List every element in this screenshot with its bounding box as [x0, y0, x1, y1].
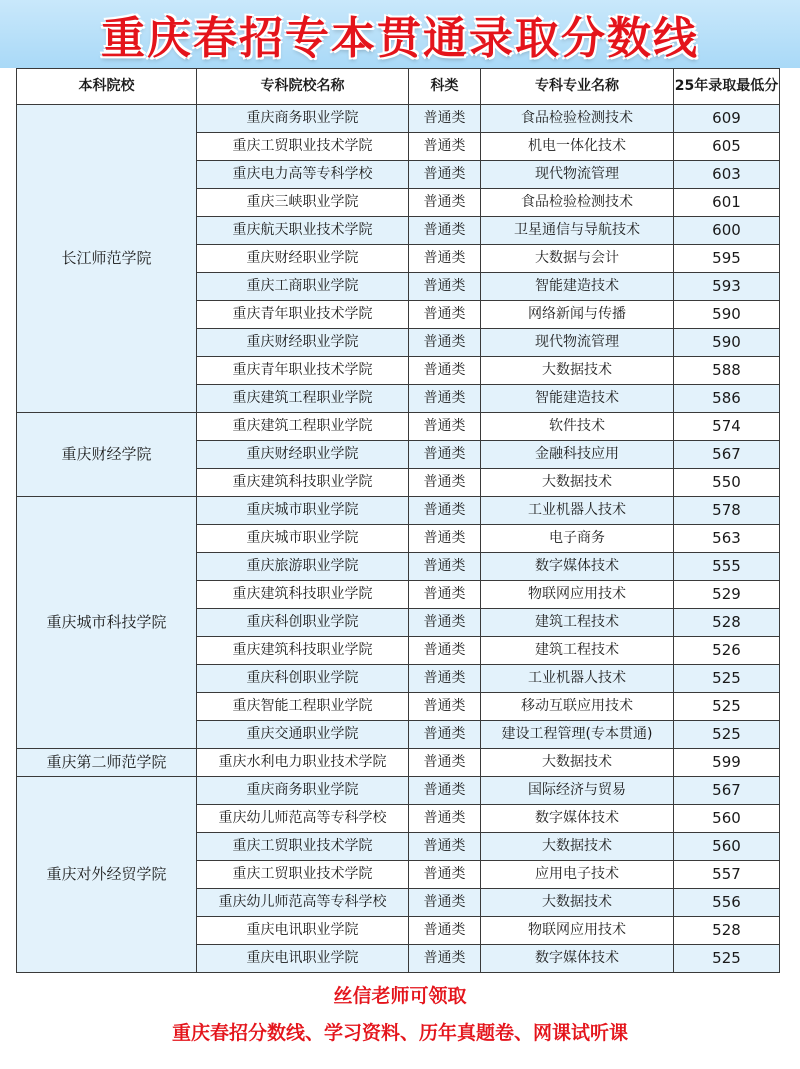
title-banner — [0, 0, 800, 68]
score-cell: 595 — [674, 245, 780, 273]
college-cell: 重庆工商职业学院 — [197, 273, 409, 301]
college-cell: 重庆建筑工程职业学院 — [197, 385, 409, 413]
score-cell: 605 — [674, 133, 780, 161]
major-cell: 建筑工程技术 — [481, 609, 674, 637]
category-cell: 普通类 — [409, 105, 481, 133]
major-cell: 大数据技术 — [481, 833, 674, 861]
score-cell: 560 — [674, 805, 780, 833]
major-cell: 大数据技术 — [481, 889, 674, 917]
college-cell: 重庆工贸职业技术学院 — [197, 861, 409, 889]
score-cell: 588 — [674, 357, 780, 385]
college-cell: 重庆城市职业学院 — [197, 497, 409, 525]
score-cell: 590 — [674, 329, 780, 357]
score-cell: 550 — [674, 469, 780, 497]
college-cell: 重庆交通职业学院 — [197, 721, 409, 749]
category-cell: 普通类 — [409, 637, 481, 665]
score-cell: 601 — [674, 189, 780, 217]
college-cell: 重庆智能工程职业学院 — [197, 693, 409, 721]
major-cell: 软件技术 — [481, 413, 674, 441]
score-cell: 590 — [674, 301, 780, 329]
major-cell: 智能建造技术 — [481, 385, 674, 413]
major-cell: 应用电子技术 — [481, 861, 674, 889]
category-cell: 普通类 — [409, 609, 481, 637]
college-cell: 重庆电讯职业学院 — [197, 945, 409, 973]
college-cell: 重庆商务职业学院 — [197, 777, 409, 805]
college-cell: 重庆水利电力职业技术学院 — [197, 749, 409, 777]
major-cell: 智能建造技术 — [481, 273, 674, 301]
college-cell: 重庆科创职业学院 — [197, 609, 409, 637]
college-cell: 重庆幼儿师范高等专科学校 — [197, 889, 409, 917]
score-cell: 526 — [674, 637, 780, 665]
page-title: 重庆春招专本贯通录取分数线 — [101, 13, 699, 64]
major-cell: 工业机器人技术 — [481, 497, 674, 525]
header-college: 专科院校名称 — [197, 69, 409, 105]
major-cell: 机电一体化技术 — [481, 133, 674, 161]
major-cell: 电子商务 — [481, 525, 674, 553]
category-cell: 普通类 — [409, 833, 481, 861]
category-cell: 普通类 — [409, 245, 481, 273]
major-cell: 大数据技术 — [481, 749, 674, 777]
university-cell: 重庆城市科技学院 — [17, 497, 197, 749]
score-cell: 600 — [674, 217, 780, 245]
college-cell: 重庆青年职业技术学院 — [197, 357, 409, 385]
major-cell: 现代物流管理 — [481, 161, 674, 189]
category-cell: 普通类 — [409, 889, 481, 917]
score-table — [16, 68, 780, 973]
college-cell: 重庆科创职业学院 — [197, 665, 409, 693]
university-cell: 重庆财经学院 — [17, 413, 197, 497]
score-cell: 603 — [674, 161, 780, 189]
score-cell: 555 — [674, 553, 780, 581]
score-cell: 586 — [674, 385, 780, 413]
category-cell: 普通类 — [409, 273, 481, 301]
major-cell: 大数据技术 — [481, 469, 674, 497]
score-cell: 529 — [674, 581, 780, 609]
score-cell: 567 — [674, 777, 780, 805]
category-cell: 普通类 — [409, 805, 481, 833]
category-cell: 普通类 — [409, 553, 481, 581]
header-min-score: 25年录取最低分 — [674, 69, 780, 105]
footer-line-1: 丝信老师可领取 — [333, 985, 467, 1007]
category-cell: 普通类 — [409, 693, 481, 721]
score-cell: 593 — [674, 273, 780, 301]
footer-promo — [0, 978, 800, 1052]
college-cell: 重庆工贸职业技术学院 — [197, 133, 409, 161]
major-cell: 食品检验检测技术 — [481, 189, 674, 217]
category-cell: 普通类 — [409, 749, 481, 777]
score-cell: 563 — [674, 525, 780, 553]
college-cell: 重庆城市职业学院 — [197, 525, 409, 553]
college-cell: 重庆电力高等专科学校 — [197, 161, 409, 189]
table-row — [17, 105, 780, 133]
college-cell: 重庆工贸职业技术学院 — [197, 833, 409, 861]
university-cell: 长江师范学院 — [17, 105, 197, 413]
major-cell: 大数据与会计 — [481, 245, 674, 273]
major-cell: 建筑工程技术 — [481, 637, 674, 665]
score-cell: 599 — [674, 749, 780, 777]
footer-line-2: 重庆春招分数线、学习资料、历年真题卷、网课试听课 — [171, 1022, 628, 1044]
major-cell: 卫星通信与导航技术 — [481, 217, 674, 245]
category-cell: 普通类 — [409, 861, 481, 889]
score-cell: 525 — [674, 665, 780, 693]
college-cell: 重庆财经职业学院 — [197, 441, 409, 469]
college-cell: 重庆建筑工程职业学院 — [197, 413, 409, 441]
major-cell: 食品检验检测技术 — [481, 105, 674, 133]
table-row — [17, 777, 780, 805]
college-cell: 重庆航天职业技术学院 — [197, 217, 409, 245]
score-cell: 609 — [674, 105, 780, 133]
major-cell: 移动互联应用技术 — [481, 693, 674, 721]
major-cell: 物联网应用技术 — [481, 581, 674, 609]
college-cell: 重庆商务职业学院 — [197, 105, 409, 133]
header-category: 科类 — [409, 69, 481, 105]
college-cell: 重庆电讯职业学院 — [197, 917, 409, 945]
header-university: 本科院校 — [17, 69, 197, 105]
category-cell: 普通类 — [409, 217, 481, 245]
category-cell: 普通类 — [409, 441, 481, 469]
college-cell: 重庆建筑科技职业学院 — [197, 637, 409, 665]
category-cell: 普通类 — [409, 329, 481, 357]
category-cell: 普通类 — [409, 133, 481, 161]
college-cell: 重庆建筑科技职业学院 — [197, 469, 409, 497]
table-header-row — [17, 69, 780, 105]
category-cell: 普通类 — [409, 945, 481, 973]
category-cell: 普通类 — [409, 357, 481, 385]
major-cell: 数字媒体技术 — [481, 805, 674, 833]
university-cell: 重庆第二师范学院 — [17, 749, 197, 777]
college-cell: 重庆旅游职业学院 — [197, 553, 409, 581]
college-cell: 重庆财经职业学院 — [197, 329, 409, 357]
header-major: 专科专业名称 — [481, 69, 674, 105]
score-cell: 567 — [674, 441, 780, 469]
major-cell: 国际经济与贸易 — [481, 777, 674, 805]
college-cell: 重庆青年职业技术学院 — [197, 301, 409, 329]
category-cell: 普通类 — [409, 301, 481, 329]
score-cell: 525 — [674, 945, 780, 973]
score-cell: 528 — [674, 609, 780, 637]
table-body — [17, 105, 780, 973]
score-cell: 578 — [674, 497, 780, 525]
major-cell: 网络新闻与传播 — [481, 301, 674, 329]
category-cell: 普通类 — [409, 525, 481, 553]
category-cell: 普通类 — [409, 917, 481, 945]
category-cell: 普通类 — [409, 189, 481, 217]
major-cell: 数字媒体技术 — [481, 553, 674, 581]
score-cell: 557 — [674, 861, 780, 889]
table-row — [17, 413, 780, 441]
college-cell: 重庆建筑科技职业学院 — [197, 581, 409, 609]
table-row — [17, 749, 780, 777]
category-cell: 普通类 — [409, 469, 481, 497]
category-cell: 普通类 — [409, 413, 481, 441]
score-cell: 560 — [674, 833, 780, 861]
score-table-container — [16, 68, 779, 973]
college-cell: 重庆财经职业学院 — [197, 245, 409, 273]
major-cell: 大数据技术 — [481, 357, 674, 385]
category-cell: 普通类 — [409, 385, 481, 413]
category-cell: 普通类 — [409, 777, 481, 805]
major-cell: 工业机器人技术 — [481, 665, 674, 693]
score-cell: 574 — [674, 413, 780, 441]
major-cell: 物联网应用技术 — [481, 917, 674, 945]
major-cell: 数字媒体技术 — [481, 945, 674, 973]
score-cell: 525 — [674, 693, 780, 721]
major-cell: 现代物流管理 — [481, 329, 674, 357]
university-cell: 重庆对外经贸学院 — [17, 777, 197, 973]
category-cell: 普通类 — [409, 665, 481, 693]
major-cell: 金融科技应用 — [481, 441, 674, 469]
score-cell: 528 — [674, 917, 780, 945]
category-cell: 普通类 — [409, 721, 481, 749]
college-cell: 重庆三峡职业学院 — [197, 189, 409, 217]
category-cell: 普通类 — [409, 497, 481, 525]
college-cell: 重庆幼儿师范高等专科学校 — [197, 805, 409, 833]
category-cell: 普通类 — [409, 581, 481, 609]
score-cell: 525 — [674, 721, 780, 749]
score-cell: 556 — [674, 889, 780, 917]
table-row — [17, 497, 780, 525]
category-cell: 普通类 — [409, 161, 481, 189]
major-cell: 建设工程管理(专本贯通) — [481, 721, 674, 749]
